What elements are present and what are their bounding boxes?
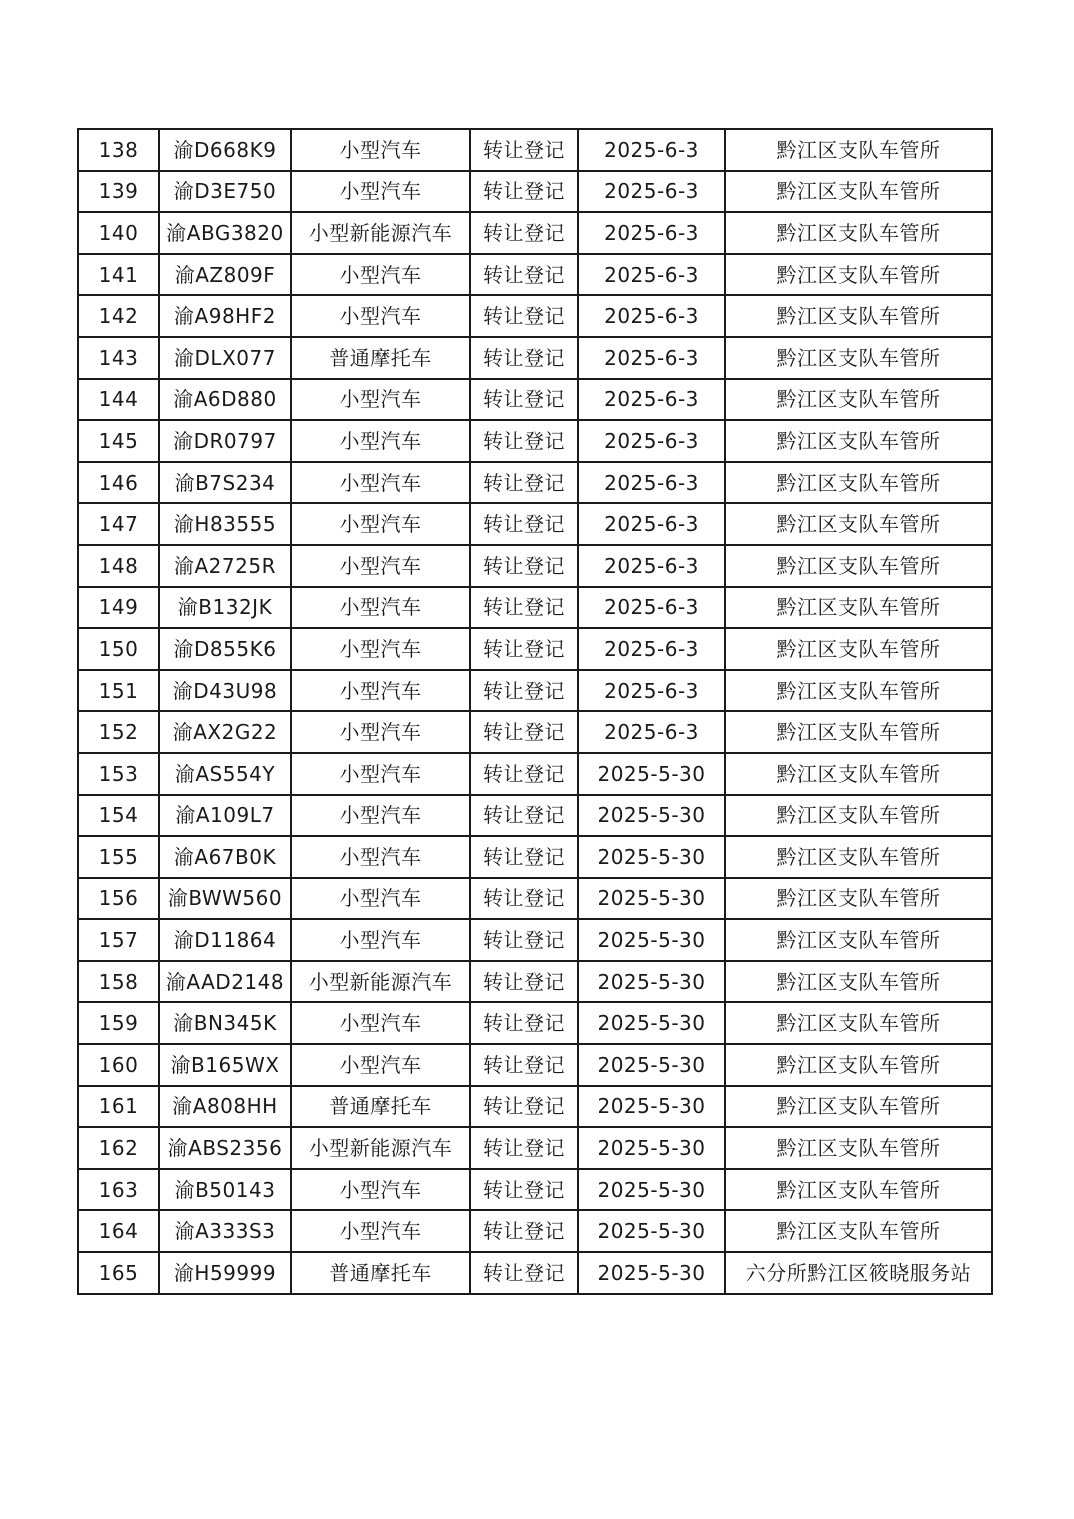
plate-number-cell: 渝DR0797 — [159, 420, 291, 462]
plate-number-cell: 渝AAD2148 — [159, 961, 291, 1003]
row-number-cell: 138 — [78, 129, 159, 171]
table-row — [78, 670, 992, 712]
table-body — [78, 129, 992, 1294]
plate-number-cell: 渝BWW560 — [159, 878, 291, 920]
date-cell: 2025-5-30 — [578, 961, 725, 1003]
business-type-cell: 转让登记 — [470, 587, 578, 629]
row-number-cell: 161 — [78, 1086, 159, 1128]
plate-number-cell: 渝ABG3820 — [159, 212, 291, 254]
vehicle-type-cell: 小型汽车 — [291, 670, 470, 712]
business-type-cell: 转让登记 — [470, 254, 578, 296]
business-type-cell: 转让登记 — [470, 711, 578, 753]
row-number-cell: 143 — [78, 337, 159, 379]
business-type-cell: 转让登记 — [470, 462, 578, 504]
plate-number-cell: 渝A2725R — [159, 545, 291, 587]
vehicle-type-cell: 小型汽车 — [291, 1044, 470, 1086]
business-type-cell: 转让登记 — [470, 836, 578, 878]
office-cell: 黔江区支队车管所 — [725, 545, 992, 587]
vehicle-type-cell: 小型汽车 — [291, 420, 470, 462]
table-row — [78, 711, 992, 753]
vehicle-type-cell: 普通摩托车 — [291, 337, 470, 379]
date-cell: 2025-6-3 — [578, 254, 725, 296]
table-row — [78, 795, 992, 837]
business-type-cell: 转让登记 — [470, 129, 578, 171]
table-row — [78, 462, 992, 504]
plate-number-cell: 渝B165WX — [159, 1044, 291, 1086]
office-cell: 黔江区支队车管所 — [725, 961, 992, 1003]
business-type-cell: 转让登记 — [470, 1252, 578, 1294]
business-type-cell: 转让登记 — [470, 961, 578, 1003]
office-cell: 黔江区支队车管所 — [725, 878, 992, 920]
date-cell: 2025-5-30 — [578, 1044, 725, 1086]
vehicle-type-cell: 小型新能源汽车 — [291, 961, 470, 1003]
date-cell: 2025-5-30 — [578, 878, 725, 920]
row-number-cell: 152 — [78, 711, 159, 753]
date-cell: 2025-6-3 — [578, 420, 725, 462]
date-cell: 2025-5-30 — [578, 919, 725, 961]
office-cell: 黔江区支队车管所 — [725, 1210, 992, 1252]
business-type-cell: 转让登记 — [470, 1169, 578, 1211]
vehicle-type-cell: 小型汽车 — [291, 295, 470, 337]
plate-number-cell: 渝DLX077 — [159, 337, 291, 379]
date-cell: 2025-5-30 — [578, 1252, 725, 1294]
business-type-cell: 转让登记 — [470, 1127, 578, 1169]
row-number-cell: 140 — [78, 212, 159, 254]
business-type-cell: 转让登记 — [470, 503, 578, 545]
table-row — [78, 379, 992, 421]
business-type-cell: 转让登记 — [470, 1044, 578, 1086]
office-cell: 黔江区支队车管所 — [725, 628, 992, 670]
table-row — [78, 337, 992, 379]
table-row — [78, 1127, 992, 1169]
plate-number-cell: 渝D43U98 — [159, 670, 291, 712]
table-row — [78, 545, 992, 587]
date-cell: 2025-6-3 — [578, 587, 725, 629]
business-type-cell: 转让登记 — [470, 420, 578, 462]
vehicle-type-cell: 小型汽车 — [291, 545, 470, 587]
table-row — [78, 1044, 992, 1086]
business-type-cell: 转让登记 — [470, 295, 578, 337]
plate-number-cell: 渝B50143 — [159, 1169, 291, 1211]
table-row — [78, 753, 992, 795]
row-number-cell: 154 — [78, 795, 159, 837]
plate-number-cell: 渝H59999 — [159, 1252, 291, 1294]
office-cell: 黔江区支队车管所 — [725, 1086, 992, 1128]
plate-number-cell: 渝B132JK — [159, 587, 291, 629]
table-row — [78, 295, 992, 337]
business-type-cell: 转让登记 — [470, 379, 578, 421]
date-cell: 2025-5-30 — [578, 1127, 725, 1169]
table-row — [78, 1086, 992, 1128]
table-row — [78, 587, 992, 629]
date-cell: 2025-6-3 — [578, 503, 725, 545]
table-row — [78, 1252, 992, 1294]
row-number-cell: 144 — [78, 379, 159, 421]
row-number-cell: 164 — [78, 1210, 159, 1252]
office-cell: 黔江区支队车管所 — [725, 919, 992, 961]
date-cell: 2025-5-30 — [578, 795, 725, 837]
vehicle-type-cell: 小型汽车 — [291, 254, 470, 296]
business-type-cell: 转让登记 — [470, 545, 578, 587]
table-row — [78, 254, 992, 296]
row-number-cell: 151 — [78, 670, 159, 712]
plate-number-cell: 渝A109L7 — [159, 795, 291, 837]
vehicle-type-cell: 小型汽车 — [291, 836, 470, 878]
office-cell: 黔江区支队车管所 — [725, 212, 992, 254]
vehicle-type-cell: 普通摩托车 — [291, 1252, 470, 1294]
vehicle-type-cell: 小型汽车 — [291, 711, 470, 753]
date-cell: 2025-5-30 — [578, 753, 725, 795]
office-cell: 黔江区支队车管所 — [725, 1002, 992, 1044]
business-type-cell: 转让登记 — [470, 919, 578, 961]
date-cell: 2025-6-3 — [578, 337, 725, 379]
office-cell: 黔江区支队车管所 — [725, 670, 992, 712]
row-number-cell: 145 — [78, 420, 159, 462]
vehicle-type-cell: 小型汽车 — [291, 129, 470, 171]
table-row — [78, 503, 992, 545]
row-number-cell: 165 — [78, 1252, 159, 1294]
vehicle-type-cell: 小型汽车 — [291, 587, 470, 629]
business-type-cell: 转让登记 — [470, 670, 578, 712]
plate-number-cell: 渝A98HF2 — [159, 295, 291, 337]
vehicle-type-cell: 小型汽车 — [291, 795, 470, 837]
plate-number-cell: 渝H83555 — [159, 503, 291, 545]
row-number-cell: 142 — [78, 295, 159, 337]
table-row — [78, 129, 992, 171]
plate-number-cell: 渝D3E750 — [159, 171, 291, 213]
table-row — [78, 836, 992, 878]
plate-number-cell: 渝AS554Y — [159, 753, 291, 795]
date-cell: 2025-5-30 — [578, 1210, 725, 1252]
office-cell: 六分所黔江区筱晓服务站 — [725, 1252, 992, 1294]
business-type-cell: 转让登记 — [470, 212, 578, 254]
office-cell: 黔江区支队车管所 — [725, 1169, 992, 1211]
date-cell: 2025-6-3 — [578, 379, 725, 421]
table-row — [78, 1210, 992, 1252]
plate-number-cell: 渝A808HH — [159, 1086, 291, 1128]
vehicle-type-cell: 小型汽车 — [291, 462, 470, 504]
business-type-cell: 转让登记 — [470, 628, 578, 670]
vehicle-type-cell: 小型新能源汽车 — [291, 212, 470, 254]
office-cell: 黔江区支队车管所 — [725, 753, 992, 795]
date-cell: 2025-5-30 — [578, 836, 725, 878]
date-cell: 2025-5-30 — [578, 1002, 725, 1044]
date-cell: 2025-6-3 — [578, 212, 725, 254]
office-cell: 黔江区支队车管所 — [725, 254, 992, 296]
office-cell: 黔江区支队车管所 — [725, 295, 992, 337]
vehicle-type-cell: 小型汽车 — [291, 503, 470, 545]
vehicle-type-cell: 小型汽车 — [291, 1210, 470, 1252]
table-row — [78, 961, 992, 1003]
office-cell: 黔江区支队车管所 — [725, 711, 992, 753]
plate-number-cell: 渝A67B0K — [159, 836, 291, 878]
vehicle-type-cell: 小型汽车 — [291, 753, 470, 795]
office-cell: 黔江区支队车管所 — [725, 337, 992, 379]
office-cell: 黔江区支队车管所 — [725, 503, 992, 545]
row-number-cell: 150 — [78, 628, 159, 670]
row-number-cell: 158 — [78, 961, 159, 1003]
date-cell: 2025-6-3 — [578, 545, 725, 587]
office-cell: 黔江区支队车管所 — [725, 462, 992, 504]
plate-number-cell: 渝AZ809F — [159, 254, 291, 296]
business-type-cell: 转让登记 — [470, 171, 578, 213]
row-number-cell: 141 — [78, 254, 159, 296]
date-cell: 2025-5-30 — [578, 1169, 725, 1211]
plate-number-cell: 渝A6D880 — [159, 379, 291, 421]
table-row — [78, 878, 992, 920]
plate-number-cell: 渝D11864 — [159, 919, 291, 961]
date-cell: 2025-6-3 — [578, 628, 725, 670]
plate-number-cell: 渝ABS2356 — [159, 1127, 291, 1169]
row-number-cell: 160 — [78, 1044, 159, 1086]
table-row — [78, 171, 992, 213]
vehicle-type-cell: 普通摩托车 — [291, 1086, 470, 1128]
row-number-cell: 147 — [78, 503, 159, 545]
row-number-cell: 148 — [78, 545, 159, 587]
vehicle-type-cell: 小型汽车 — [291, 1169, 470, 1211]
vehicle-type-cell: 小型新能源汽车 — [291, 1127, 470, 1169]
date-cell: 2025-6-3 — [578, 129, 725, 171]
vehicle-type-cell: 小型汽车 — [291, 379, 470, 421]
office-cell: 黔江区支队车管所 — [725, 129, 992, 171]
vehicle-type-cell: 小型汽车 — [291, 628, 470, 670]
plate-number-cell: 渝B7S234 — [159, 462, 291, 504]
office-cell: 黔江区支队车管所 — [725, 171, 992, 213]
business-type-cell: 转让登记 — [470, 337, 578, 379]
business-type-cell: 转让登记 — [470, 753, 578, 795]
plate-number-cell: 渝D668K9 — [159, 129, 291, 171]
business-type-cell: 转让登记 — [470, 1002, 578, 1044]
table-row — [78, 212, 992, 254]
office-cell: 黔江区支队车管所 — [725, 836, 992, 878]
business-type-cell: 转让登记 — [470, 878, 578, 920]
row-number-cell: 159 — [78, 1002, 159, 1044]
date-cell: 2025-6-3 — [578, 462, 725, 504]
vehicle-type-cell: 小型汽车 — [291, 878, 470, 920]
row-number-cell: 155 — [78, 836, 159, 878]
date-cell: 2025-6-3 — [578, 295, 725, 337]
table-row — [78, 628, 992, 670]
row-number-cell: 139 — [78, 171, 159, 213]
plate-number-cell: 渝BN345K — [159, 1002, 291, 1044]
table-row — [78, 1002, 992, 1044]
business-type-cell: 转让登记 — [470, 1086, 578, 1128]
date-cell: 2025-5-30 — [578, 1086, 725, 1128]
date-cell: 2025-6-3 — [578, 670, 725, 712]
row-number-cell: 163 — [78, 1169, 159, 1211]
table-row — [78, 919, 992, 961]
plate-number-cell: 渝AX2G22 — [159, 711, 291, 753]
vehicle-transfer-table — [77, 128, 993, 1295]
business-type-cell: 转让登记 — [470, 1210, 578, 1252]
office-cell: 黔江区支队车管所 — [725, 420, 992, 462]
office-cell: 黔江区支队车管所 — [725, 379, 992, 421]
row-number-cell: 146 — [78, 462, 159, 504]
office-cell: 黔江区支队车管所 — [725, 1127, 992, 1169]
date-cell: 2025-6-3 — [578, 171, 725, 213]
plate-number-cell: 渝D855K6 — [159, 628, 291, 670]
row-number-cell: 149 — [78, 587, 159, 629]
office-cell: 黔江区支队车管所 — [725, 1044, 992, 1086]
date-cell: 2025-6-3 — [578, 711, 725, 753]
vehicle-type-cell: 小型汽车 — [291, 1002, 470, 1044]
row-number-cell: 153 — [78, 753, 159, 795]
office-cell: 黔江区支队车管所 — [725, 587, 992, 629]
plate-number-cell: 渝A333S3 — [159, 1210, 291, 1252]
row-number-cell: 162 — [78, 1127, 159, 1169]
row-number-cell: 157 — [78, 919, 159, 961]
table-row — [78, 1169, 992, 1211]
office-cell: 黔江区支队车管所 — [725, 795, 992, 837]
vehicle-type-cell: 小型汽车 — [291, 919, 470, 961]
row-number-cell: 156 — [78, 878, 159, 920]
business-type-cell: 转让登记 — [470, 795, 578, 837]
table-row — [78, 420, 992, 462]
vehicle-type-cell: 小型汽车 — [291, 171, 470, 213]
